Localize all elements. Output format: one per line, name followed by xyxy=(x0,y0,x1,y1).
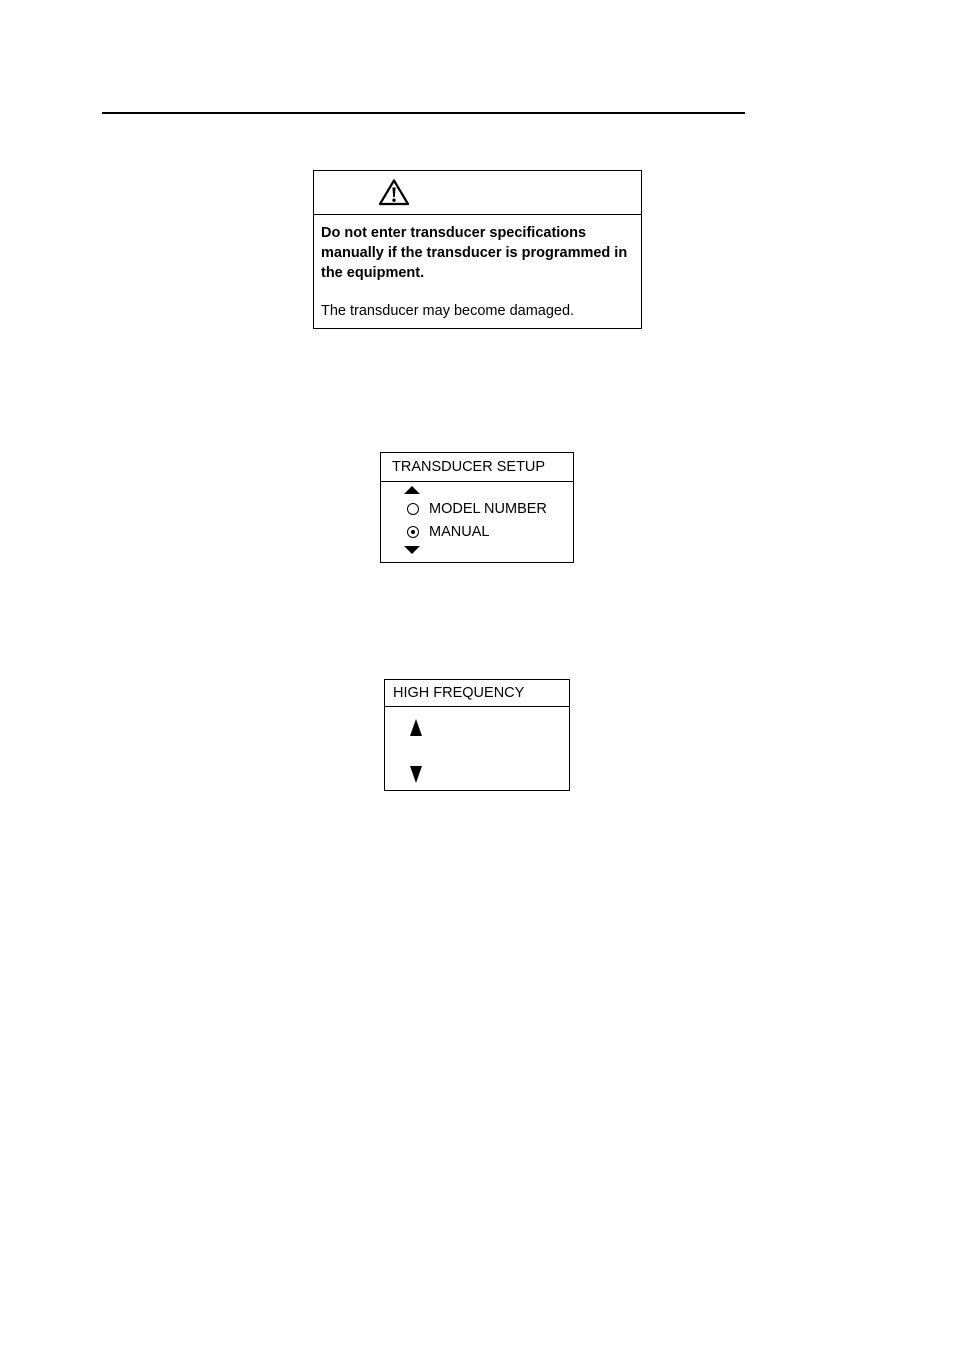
scroll-down-arrow-icon[interactable] xyxy=(404,546,420,554)
radio-selected-icon[interactable] xyxy=(407,526,419,538)
option-manual[interactable] xyxy=(407,522,489,542)
caution-consequence-text: The transducer may become damaged. xyxy=(321,303,575,319)
caution-header xyxy=(314,171,641,215)
increase-arrow-icon[interactable] xyxy=(410,719,422,736)
scroll-up-arrow-icon[interactable] xyxy=(404,486,420,494)
high-frequency-menu xyxy=(384,679,570,791)
warning-triangle-icon xyxy=(378,178,410,206)
decrease-arrow-icon[interactable] xyxy=(410,766,422,783)
header-rule xyxy=(102,112,745,114)
radio-unselected-icon[interactable] xyxy=(407,503,419,515)
option-label: MANUAL xyxy=(429,524,490,540)
caution-warning-text: Do not enter transducer specifications manually if the transducer is programmed in the equipment. xyxy=(321,225,628,281)
option-model-number[interactable] xyxy=(407,499,547,519)
menu-title: TRANSDUCER SETUP xyxy=(381,453,573,482)
menu-title: HIGH FREQUENCY xyxy=(385,680,569,707)
radio-dot xyxy=(411,530,415,534)
transducer-setup-menu xyxy=(380,452,574,563)
caution-body xyxy=(314,215,641,321)
option-label: MODEL NUMBER xyxy=(429,501,547,517)
caution-box xyxy=(313,170,642,329)
